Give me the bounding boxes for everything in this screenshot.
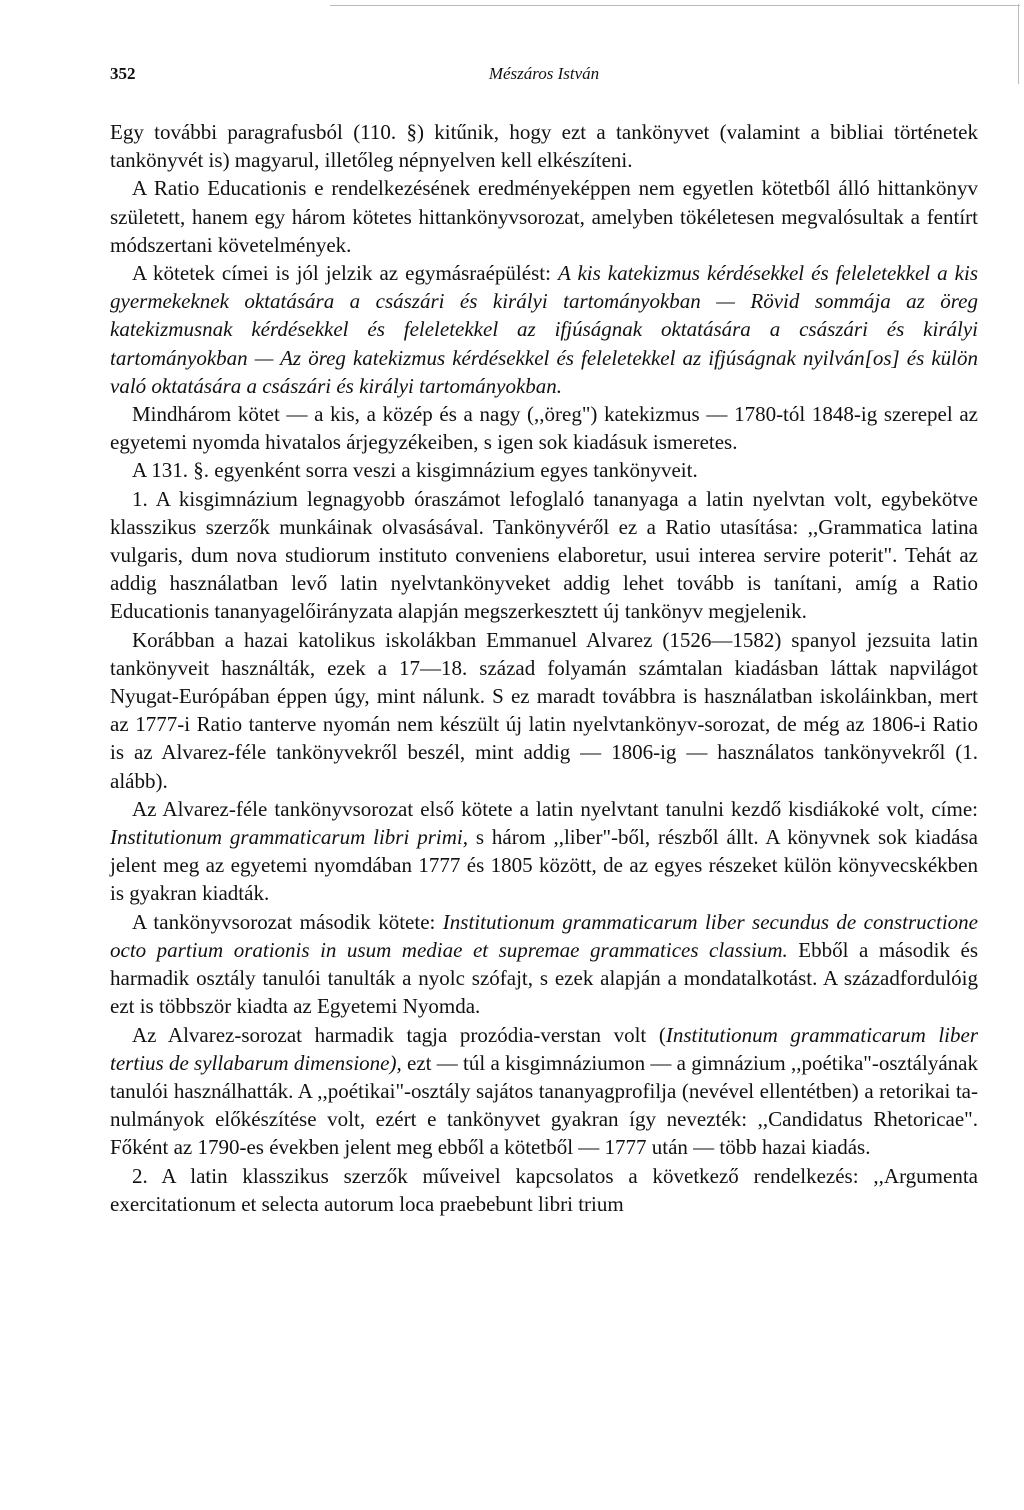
scan-edge-top: [330, 5, 1020, 6]
paragraph-9: [110, 908, 978, 1021]
paragraph-10-text-c: ezt — túl a kisgimnáziumon — a gimnázium ,,poétika"-osztályának tanulói használhatták. A ,,poétikai"-osztály sajátos tananyagprofilja (nevével ellentétben) a retorikai tanulmányok előkészítése volt, ezért e tankönyvet gyakran így nevezték: ,,Candidatus Rhetoricae". Főként az 1790-es években jelent meg ebből a kötetből — 1777 után — több hazai kiadás.: [110, 1050, 978, 1160]
paragraph-6: 1. A kisgimnázium legnagyobb óraszámot lefoglaló tananyaga a latin nyelvtan volt, egybekötve klasszikus szerzők munkáinak olvasásával. Tankönyvéről ez a Ratio utasítása: ,,Grammatica latina vulgaris, dum nova studiorum instituto conveniens elaboretur, usui interea servire poterit". Tehát az addig használatban levő latin nyelvtankönyveket addig lehet tovább is tanítani, amíg a Ratio Educationis tananyagelőirányzata alapján megszerkesztett új tankönyv megjelenik.: [110, 486, 978, 624]
paragraph-5: A 131. §. egyenként sorra veszi a kisgimnázium egyes tankönyveit.: [132, 458, 698, 483]
book-title-secundus: Institutionum grammaticarum liber secundus de constructione octo partium orationis in usum mediae et supremae grammatices classium.: [110, 909, 978, 962]
paragraph-4: Mindhárom kötet — a kis, a közép és a nagy (,,öreg") katekizmus — 1780-tól 1848-ig szerepel az egyetemi nyomda hivatalos árjegyzékeiben, s igen sok kiadásuk ismeretes.: [110, 402, 978, 455]
paragraph-8-text-a: Az Alvarez-féle tankönyvsorozat első kötete a latin nyelvtant tanulni kezdő kisdiákoké volt, címe:: [132, 796, 978, 821]
page-number: 352: [110, 64, 136, 83]
paragraph-2: A Ratio Educationis e rendelkezésének eredményeképpen nem egyetlen kötetből álló hittankönyv született, hanem egy három kötetes hittankönyvsorozat, amelyben tökéletesen megvalósultak a fentírt módszertani követelmények.: [110, 176, 978, 257]
running-title: Mészáros István: [488, 64, 600, 83]
book-title-tertius: Institutionum grammaticarum liber tertius de syllabarum dimensione),: [110, 1022, 978, 1075]
running-head: [110, 58, 978, 94]
book-title-primi: Institutionum grammaticarum libri primi,: [110, 825, 468, 850]
paragraph-8-text-c: s három ,,liber"-ből, részből állt. A könyvnek sok kiadása jelent meg az egyetemi nyomdában 1777 és 1805 között, de az egyes részeket külön könyvecskékben is gyakran kiadták.: [110, 825, 978, 906]
paragraph-11: 2. A latin klasszikus szerzők műveivel kapcsolatos a következő rendelkezés: ,,Argumenta exercitationum et selecta autorum loca praebebunt libri trium: [110, 1163, 978, 1216]
paragraph-8: [110, 795, 978, 908]
paragraph-3-text: A kötetek címei is jól jelzik az egymásraépülést:: [132, 261, 558, 286]
paragraph-9-text-a: A tankönyvsorozat második kötete:: [132, 909, 443, 934]
catechism-titles: A kis katekizmus kérdésekkel és feleletekkel a kis gyermekeknek oktatására a császári és királyi tartományokban — Rövid sommája az öreg katekizmusnak kérdésekkel és feleletekkel az ifjúságnak oktatására a császári és királyi tartományokban — Az öreg katekizmus kérdésekkel és feleletekkel az ifjúságnak nyilván[os] és külön való oktatására a császári és királyi tartományokban.: [110, 261, 978, 398]
book-page: [110, 58, 978, 1218]
scan-edge-right: [1018, 4, 1019, 84]
paragraph-1: Egy további paragrafusból (110. §) kitűnik, hogy ezt a tankönyvet (valamint a bibliai történetek tankönyvét is) magyarul, illetőleg népnyelven kell elkészíteni.: [110, 120, 978, 173]
paragraph-7: Korábban a hazai katolikus iskolákban Emmanuel Alvarez (1526—1582) spanyol jezsuita latin tankönyveit használták, ezek a 17—18. század folyamán számtalan kiadásban láttak napvilágot Nyugat-Európában éppen úgy, mint nálunk. S ez maradt továbbra is használatban iskoláinkban, mert az 1777-i Ratio tanterve nyomán nem készült új latin nyelvtankönyv-sorozat, de még az 1806-i Ratio is az Alvarez-féle tankönyvekről beszél, mint addig — 1806-ig — használatos tankönyvekről (1. alább).: [110, 627, 978, 793]
paragraph-9-text-c: Ebből a második és harmadik osztály tanulói tanulták a nyolc szófajt, s ezek alapján a mondatalkotást. A századfordulóig ezt is többször kiadta az Egyetemi Nyomda.: [110, 937, 979, 1019]
page-body: [110, 118, 978, 1218]
paragraph-10-text-a: Az Alvarez-sorozat harmadik tagja prozódia-verstan volt (: [132, 1022, 666, 1047]
paragraph-3: [110, 259, 978, 400]
paragraph-10: [110, 1021, 978, 1162]
